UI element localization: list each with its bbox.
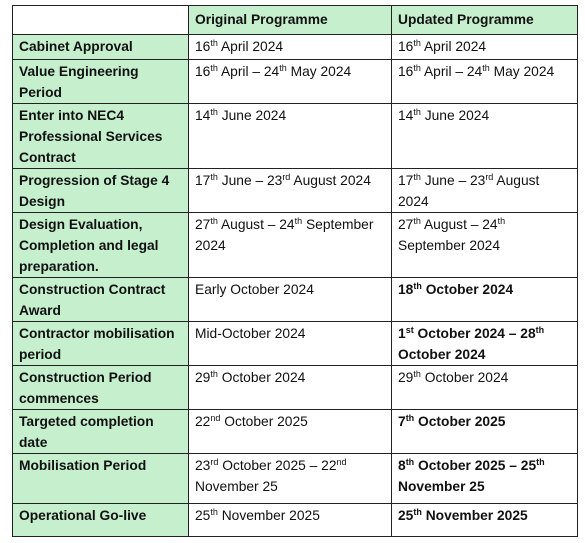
original-programme-cell: 16th April – 24th May 2024 [189,60,392,104]
stage-cell: Operational Go-live [13,504,189,537]
updated-programme-cell: 1st October 2024 – 28th October 2024 [392,322,578,366]
stage-cell: Value Engineering Period [13,60,189,104]
original-programme-cell: Early October 2024 [189,278,392,322]
stage-cell: Enter into NEC4 Professional Services Contract [13,104,189,169]
stage-cell: Contractor mobilisation period [13,322,189,366]
original-programme-cell: 23rd October 2025 – 22nd November 25 [189,454,392,504]
stage-cell: Design Evaluation, Completion and legal preparation. [13,213,189,278]
updated-programme-cell: 16th April 2024 [392,35,578,60]
table-row [13,213,578,278]
updated-programme-cell: 8th October 2025 – 25th November 25 [392,454,578,504]
stage-cell: Cabinet Approval [13,35,189,60]
header-updated-programme: Updated Programme [392,6,578,35]
header-row [13,6,578,35]
original-programme-cell: 22nd October 2025 [189,410,392,454]
original-programme-cell: 29th October 2024 [189,366,392,410]
table-row [13,454,578,504]
stage-cell: Construction Period commences [13,366,189,410]
original-programme-cell: 25th November 2025 [189,504,392,537]
table-row [13,504,578,537]
updated-programme-cell: 7th October 2025 [392,410,578,454]
original-programme-cell: 27th August – 24th September 2024 [189,213,392,278]
table-row [13,410,578,454]
updated-programme-cell: 18th October 2024 [392,278,578,322]
stage-cell: Mobilisation Period [13,454,189,504]
stage-cell: Progression of Stage 4 Design [13,169,189,213]
updated-programme-cell: 16th April – 24th May 2024 [392,60,578,104]
table-row [13,35,578,60]
original-programme-cell: 14th June 2024 [189,104,392,169]
header-corner-cell [13,6,189,35]
table-row [13,322,578,366]
programme-rows [13,35,578,537]
original-programme-cell: 16th April 2024 [189,35,392,60]
original-programme-cell: 17th June – 23rd August 2024 [189,169,392,213]
original-programme-cell: Mid-October 2024 [189,322,392,366]
table-row [13,104,578,169]
updated-programme-cell: 14th June 2024 [392,104,578,169]
stage-cell: Construction Contract Award [13,278,189,322]
table-row [13,169,578,213]
header-original-programme: Original Programme [189,6,392,35]
updated-programme-cell: 25th November 2025 [392,504,578,537]
stage-cell: Targeted completion date [13,410,189,454]
table-row [13,366,578,410]
updated-programme-cell: 17th June – 23rd August 2024 [392,169,578,213]
updated-programme-cell: 29th October 2024 [392,366,578,410]
table-row [13,60,578,104]
programme-table [12,5,578,537]
table-row [13,278,578,322]
updated-programme-cell: 27th August – 24th September 2024 [392,213,578,278]
